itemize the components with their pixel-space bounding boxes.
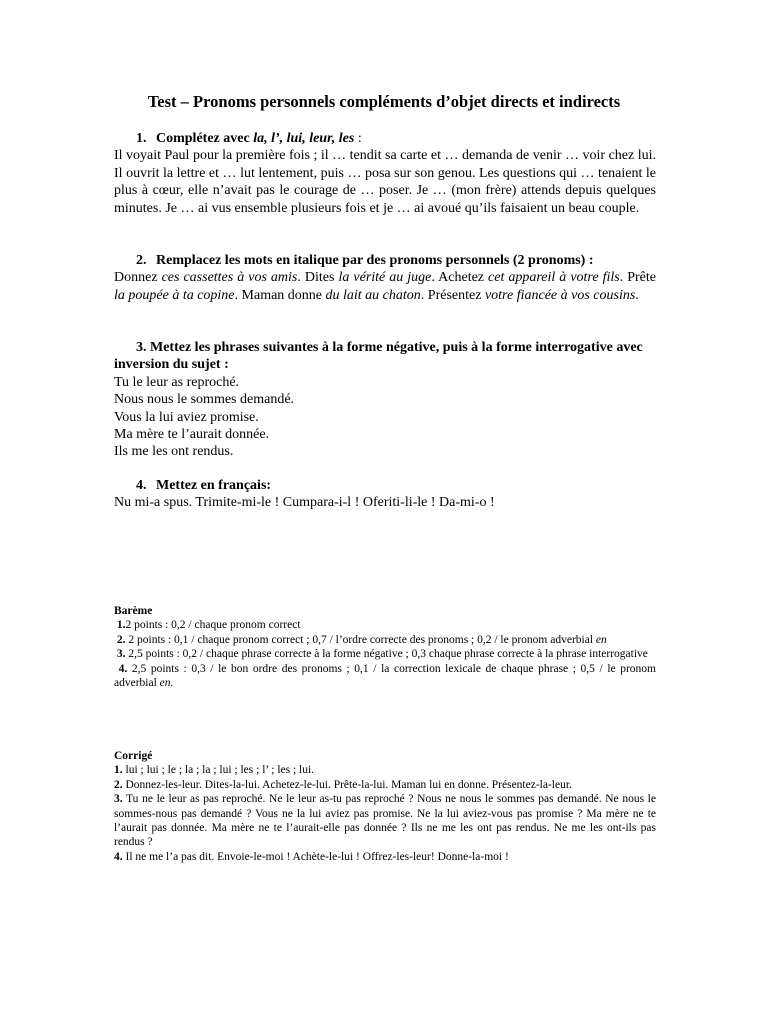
corrige-item-number: 4. (114, 850, 123, 863)
exercise-2-number: 2. (136, 253, 147, 268)
corrige-item-text: Donnez-les-leur. Dites-la-lui. Achetez-le-lui. Prête-la-lui. Maman lui en donne. Présentez-la-leur. (122, 778, 572, 791)
exercise-3-heading (114, 339, 656, 374)
exercise-4-heading-text: Mettez en français: (156, 478, 272, 493)
bareme-item-number: 3. (116, 648, 126, 661)
corrige-item (114, 763, 656, 777)
corrige-item-number: 2. (114, 778, 123, 791)
corrige-item (114, 850, 656, 864)
bareme-item (114, 618, 656, 632)
exercise-1-heading (114, 130, 656, 147)
exercise-1-number: 1. (136, 131, 147, 146)
bareme-item (114, 633, 656, 647)
bareme-item-number: 4. (118, 662, 128, 675)
exercise-3-heading-text: Mettez les phrases suivantes à la forme négative, puis à la forme interrogative avec inversion du sujet : (114, 340, 643, 373)
exercise-3-line: Vous la lui aviez promise. (114, 409, 259, 425)
ex2-italic: ces cassettes à vos amis (161, 270, 298, 286)
ex2-seg: . Présentez (420, 287, 485, 303)
ex2-seg: . Achetez (431, 270, 489, 286)
exercise-4-number: 4. (136, 478, 147, 493)
corrige-item (114, 792, 656, 850)
exercise-3-number: 3. (136, 340, 147, 355)
corrige-item-number: 3. (114, 793, 123, 806)
ex2-seg: Donnez (114, 270, 162, 286)
bareme-item-italic: en. (159, 677, 174, 690)
ex2-seg: . Prête (619, 270, 656, 286)
bareme-item-text: 2,5 points : 0,3 / le bon ordre des pronoms ; 0,1 / la correction lexicale de chaque phrase ; 0,5 / le pronom adverbial (114, 662, 657, 690)
bareme-item-number: 1. (116, 619, 126, 632)
bareme-item (114, 662, 656, 691)
exercise-4-text: Nu mi-a spus. Trimite-mi-le ! Cumpara-i-l ! Oferiti-li-le ! Da-mi-o ! (114, 495, 495, 511)
ex2-italic: cet appareil à votre fils (488, 270, 620, 286)
exercise-3 (114, 339, 656, 461)
exercise-3-line: Ils me les ont rendus. (114, 444, 234, 460)
ex2-italic: la poupée à ta copine (114, 287, 235, 303)
bareme-item-italic: en (595, 633, 607, 646)
corrige-item-text: Tu ne le leur as pas reproché. Ne le leur as-tu pas reproché ? Nous ne nous le sommes pas demandé. Ne nous le sommes-nous pas demandé ? Vous ne la lui aviez pas promise. Ne la lui aviez-vous pas promise ? Ma mère ne te l’aurait pas donnée. Ma mère ne te l’aurait-elle pas donnée ? Ils ne me les ont pas rendus. Ne me les ont-ils pas rendus ? (114, 793, 656, 849)
ex2-italic: la vérité au juge (338, 270, 432, 286)
exercise-4 (114, 477, 656, 512)
exercise-1-heading-italic: la, l’, lui, leur, les (253, 131, 355, 146)
corrige-section (114, 749, 656, 864)
exercise-1-heading-colon: : (354, 131, 362, 146)
ex2-seg: . (635, 287, 639, 303)
bareme-item-text: 2 points : 0,2 / chaque pronom correct (125, 619, 301, 632)
corrige-item-text: lui ; lui ; le ; la ; la ; lui ; les ; l’ ; les ; lui. (122, 764, 315, 777)
corrige-item-number: 1. (114, 764, 123, 777)
ex2-seg: . Maman donne (234, 287, 326, 303)
bareme-title: Barème (114, 605, 153, 617)
exercise-3-line: Ma mère te l’aurait donnée. (114, 427, 270, 443)
corrige-item-text: Il ne me l’a pas dit. Envoie-le-moi ! Achète-le-lui ! Offrez-les-leur! Donne-la-moi ! (122, 850, 509, 863)
exercise-2-heading (114, 252, 656, 269)
exercise-2-heading-text: Remplacez les mots en italique par des pronoms personnels (2 pronoms) : (156, 253, 594, 268)
exercise-1-text: Il voyait Paul pour la première fois ; il … tendit sa carte et … demanda de venir … voir chez lui. Il ouvrit la lettre et … lut lentement, puis … posa sur son genou. Les questions qui … tenaient le plus à cœur, elle n’avait pas le courage de … poser. Je … (mon frère) attends depuis quelques minutes. Je … ai vus ensemble plusieurs fois et je … ai avoué qu’ils faisaient un beau couple. (114, 148, 656, 216)
exercise-4-heading (114, 477, 656, 494)
ex2-italic: du lait au chaton (325, 287, 421, 303)
exercise-1 (114, 130, 656, 217)
corrige-title: Corrigé (114, 750, 153, 762)
exercise-1-heading-text: Complétez avec (156, 131, 254, 146)
bareme-section (114, 604, 656, 690)
exercise-2-text (114, 269, 656, 304)
bareme-item-text: 2 points : 0,1 / chaque pronom correct ; 0,7 / l’ordre correcte des pronoms ; 0,2 / le pronom adverbial (128, 633, 596, 646)
page-title: Test – Pronoms personnels compléments d’objet directs et indirects (147, 92, 621, 111)
corrige-item (114, 778, 656, 792)
bareme-item-number: 2. (116, 633, 126, 646)
exercise-2 (114, 252, 656, 304)
ex2-seg: . Dites (297, 270, 339, 286)
exercise-3-line: Tu le leur as reproché. (114, 374, 240, 390)
bareme-item (114, 647, 656, 661)
exercise-3-line: Nous nous le sommes demandé. (114, 392, 295, 408)
bareme-item-text: 2,5 points : 0,2 / chaque phrase correcte à la forme négative ; 0,3 chaque phrase correcte à la phrase interrogative (128, 648, 648, 661)
ex2-italic: votre fiancée à vos cousins (484, 287, 636, 303)
